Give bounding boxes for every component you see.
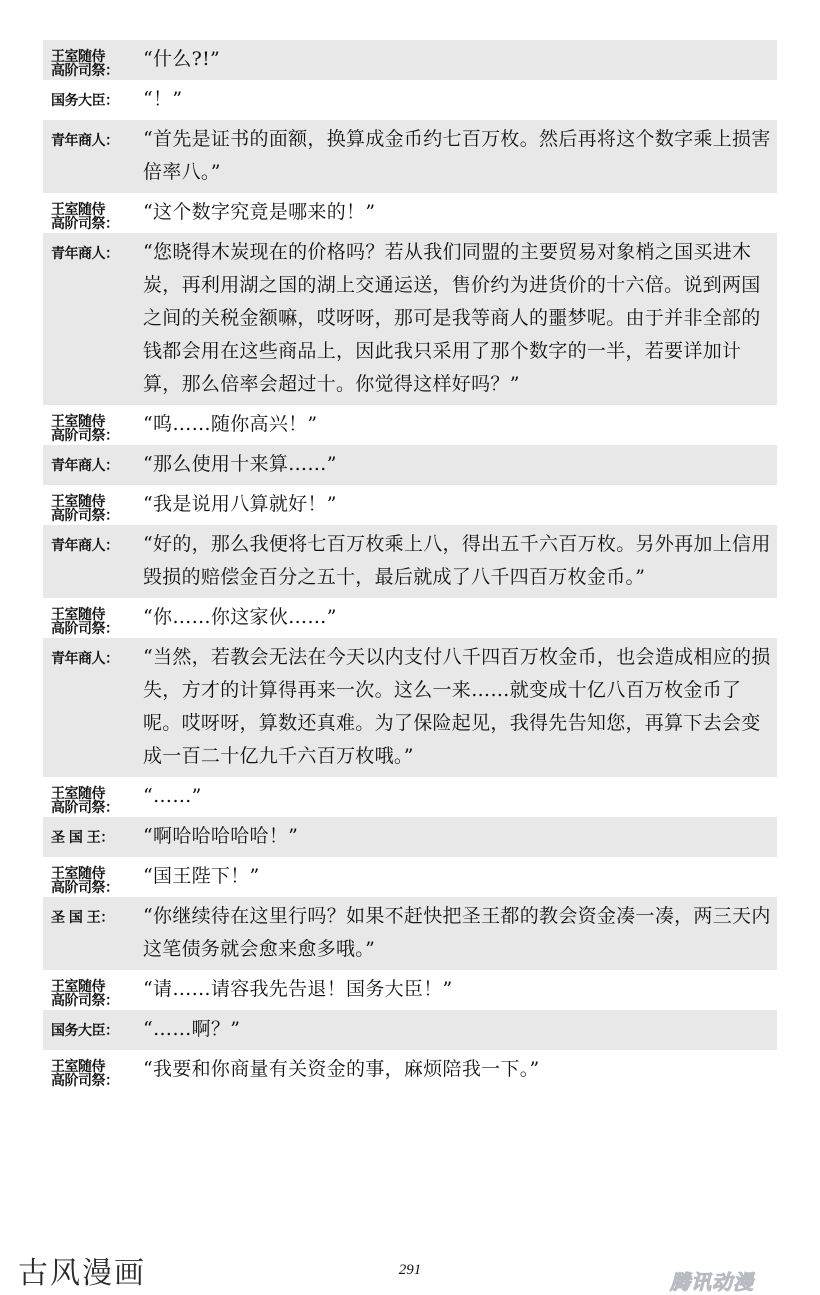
speaker-name-part: 青年商人： — [51, 651, 119, 667]
speaker-name — [43, 405, 143, 443]
speech-text: “啊哈哈哈哈哈！” — [143, 825, 299, 847]
speaker-name — [43, 817, 143, 845]
dialogue-line — [43, 40, 777, 80]
speech-text: “这个数字究竟是哪来的！” — [143, 201, 376, 223]
speaker-name-part: 国务大臣： — [51, 1023, 119, 1039]
speaker-name-part: 高阶司祭： — [51, 216, 119, 232]
speech-text: “什么?!” — [143, 48, 221, 70]
speaker-name-part: 高阶司祭： — [51, 993, 119, 1009]
speaker-name-part: 王室随侍 — [51, 414, 105, 430]
dialogue-line — [43, 1050, 777, 1090]
dialogue-line — [43, 485, 777, 525]
speaker-name-part: 高阶司祭： — [51, 428, 119, 444]
dialogue-line — [43, 120, 777, 193]
dialogue-line — [43, 525, 777, 598]
dialogue-line — [43, 897, 777, 970]
watermark-logo-left: 古风漫画 — [18, 1256, 146, 1291]
dialogue-line — [43, 598, 777, 638]
speaker-name — [43, 638, 143, 666]
speaker-name-part: 王室随侍 — [51, 979, 105, 995]
speaker-name-part: 高阶司祭： — [51, 1073, 119, 1089]
speaker-name-part: 高阶司祭： — [51, 621, 119, 637]
speaker-name-part: 青年商人： — [51, 133, 119, 149]
speaker-name-part: 王室随侍 — [51, 1059, 105, 1075]
speaker-name-part: 王室随侍 — [51, 786, 105, 802]
speech-text: “我要和你商量有关资金的事，麻烦陪我一下。” — [143, 1058, 540, 1080]
watermark-logo-right: 腾讯动漫 — [670, 1270, 754, 1294]
speech-text: “首先是证书的面额，换算成金币约七百万枚。然后再将这个数字乘上损害倍率八。” — [143, 128, 771, 183]
speech-text: “那么使用十来算……” — [143, 453, 337, 475]
speaker-name — [43, 970, 143, 1008]
speaker-name — [43, 120, 143, 148]
speaker-name-part: 青年商人： — [51, 538, 119, 554]
speech-text: “！” — [143, 88, 183, 110]
speaker-name — [43, 1050, 143, 1088]
speaker-name — [43, 857, 143, 895]
speaker-name — [43, 193, 143, 231]
speaker-name-part: 王室随侍 — [51, 202, 105, 218]
speech-text: “当然，若教会无法在今天以内支付八千四百万枚金币，也会造成相应的损失，方才的计算得再来一次。这么一来……就变成十亿八百万枚金币了呢。哎呀呀，算数还真难。为了保险起见，我得先告知您，再算下去会变成一百二十亿九千六百万枚哦。” — [143, 646, 771, 767]
speaker-name — [43, 598, 143, 636]
speech-text: “好的，那么我便将七百万枚乘上八，得出五千六百万枚。另外再加上信用毁损的赔偿金百分之五十，最后就成了八千四百万枚金币。” — [143, 533, 771, 588]
speaker-name-part: 圣 国 王： — [51, 910, 114, 926]
speech-text: “……啊？” — [143, 1018, 241, 1040]
speech-text: “你继续待在这里行吗？如果不赶快把圣王都的教会资金凑一凑，两三天内这笔债务就会愈来愈多哦。” — [143, 905, 771, 960]
speaker-name — [43, 445, 143, 473]
speaker-name-part: 高阶司祭： — [51, 63, 119, 79]
speech-text: “呜……随你高兴！” — [143, 413, 318, 435]
dialogue-script — [43, 40, 777, 1090]
speech-text: “您晓得木炭现在的价格吗？若从我们同盟的主要贸易对象梢之国买进木炭，再利用湖之国的湖上交通运送，售价约为进货价的十六倍。说到两国之间的关税金额嘛，哎呀呀，那可是我等商人的噩梦呢。由于并非全部的钱都会用在这些商品上，因此我只采用了那个数字的一半，若要详加计算，那么倍率会超过十。你觉得这样好吗？” — [143, 241, 761, 395]
dialogue-line — [43, 817, 777, 857]
dialogue-line — [43, 193, 777, 233]
speaker-name-part: 高阶司祭： — [51, 880, 119, 896]
speaker-name — [43, 233, 143, 261]
speaker-name-part: 王室随侍 — [51, 607, 105, 623]
speaker-name-part: 高阶司祭： — [51, 508, 119, 524]
speaker-name — [43, 80, 143, 108]
dialogue-line — [43, 233, 777, 405]
speech-text: “……” — [143, 785, 202, 807]
speaker-name — [43, 1010, 143, 1038]
speaker-name-part: 国务大臣： — [51, 93, 119, 109]
speech-text: “我是说用八算就好！” — [143, 493, 337, 515]
dialogue-line — [43, 638, 777, 777]
speaker-name — [43, 485, 143, 523]
dialogue-line — [43, 1010, 777, 1050]
speech-text: “请……请容我先告退！国务大臣！” — [143, 978, 453, 1000]
speaker-name — [43, 40, 143, 78]
dialogue-line — [43, 970, 777, 1010]
dialogue-line — [43, 80, 777, 120]
speaker-name-part: 高阶司祭： — [51, 800, 119, 816]
speaker-name — [43, 897, 143, 925]
page-number: 291 — [398, 1262, 422, 1278]
speaker-name-part: 王室随侍 — [51, 494, 105, 510]
speaker-name-part: 圣 国 王： — [51, 830, 114, 846]
speech-text: “国王陛下！” — [143, 865, 260, 887]
speaker-name — [43, 777, 143, 815]
speaker-name — [43, 525, 143, 553]
dialogue-line — [43, 405, 777, 445]
speaker-name-part: 青年商人： — [51, 246, 119, 262]
dialogue-line — [43, 777, 777, 817]
dialogue-line — [43, 857, 777, 897]
speech-text: “你……你这家伙……” — [143, 606, 337, 628]
speaker-name-part: 王室随侍 — [51, 49, 105, 65]
dialogue-line — [43, 445, 777, 485]
speaker-name-part: 青年商人： — [51, 458, 119, 474]
speaker-name-part: 王室随侍 — [51, 866, 105, 882]
